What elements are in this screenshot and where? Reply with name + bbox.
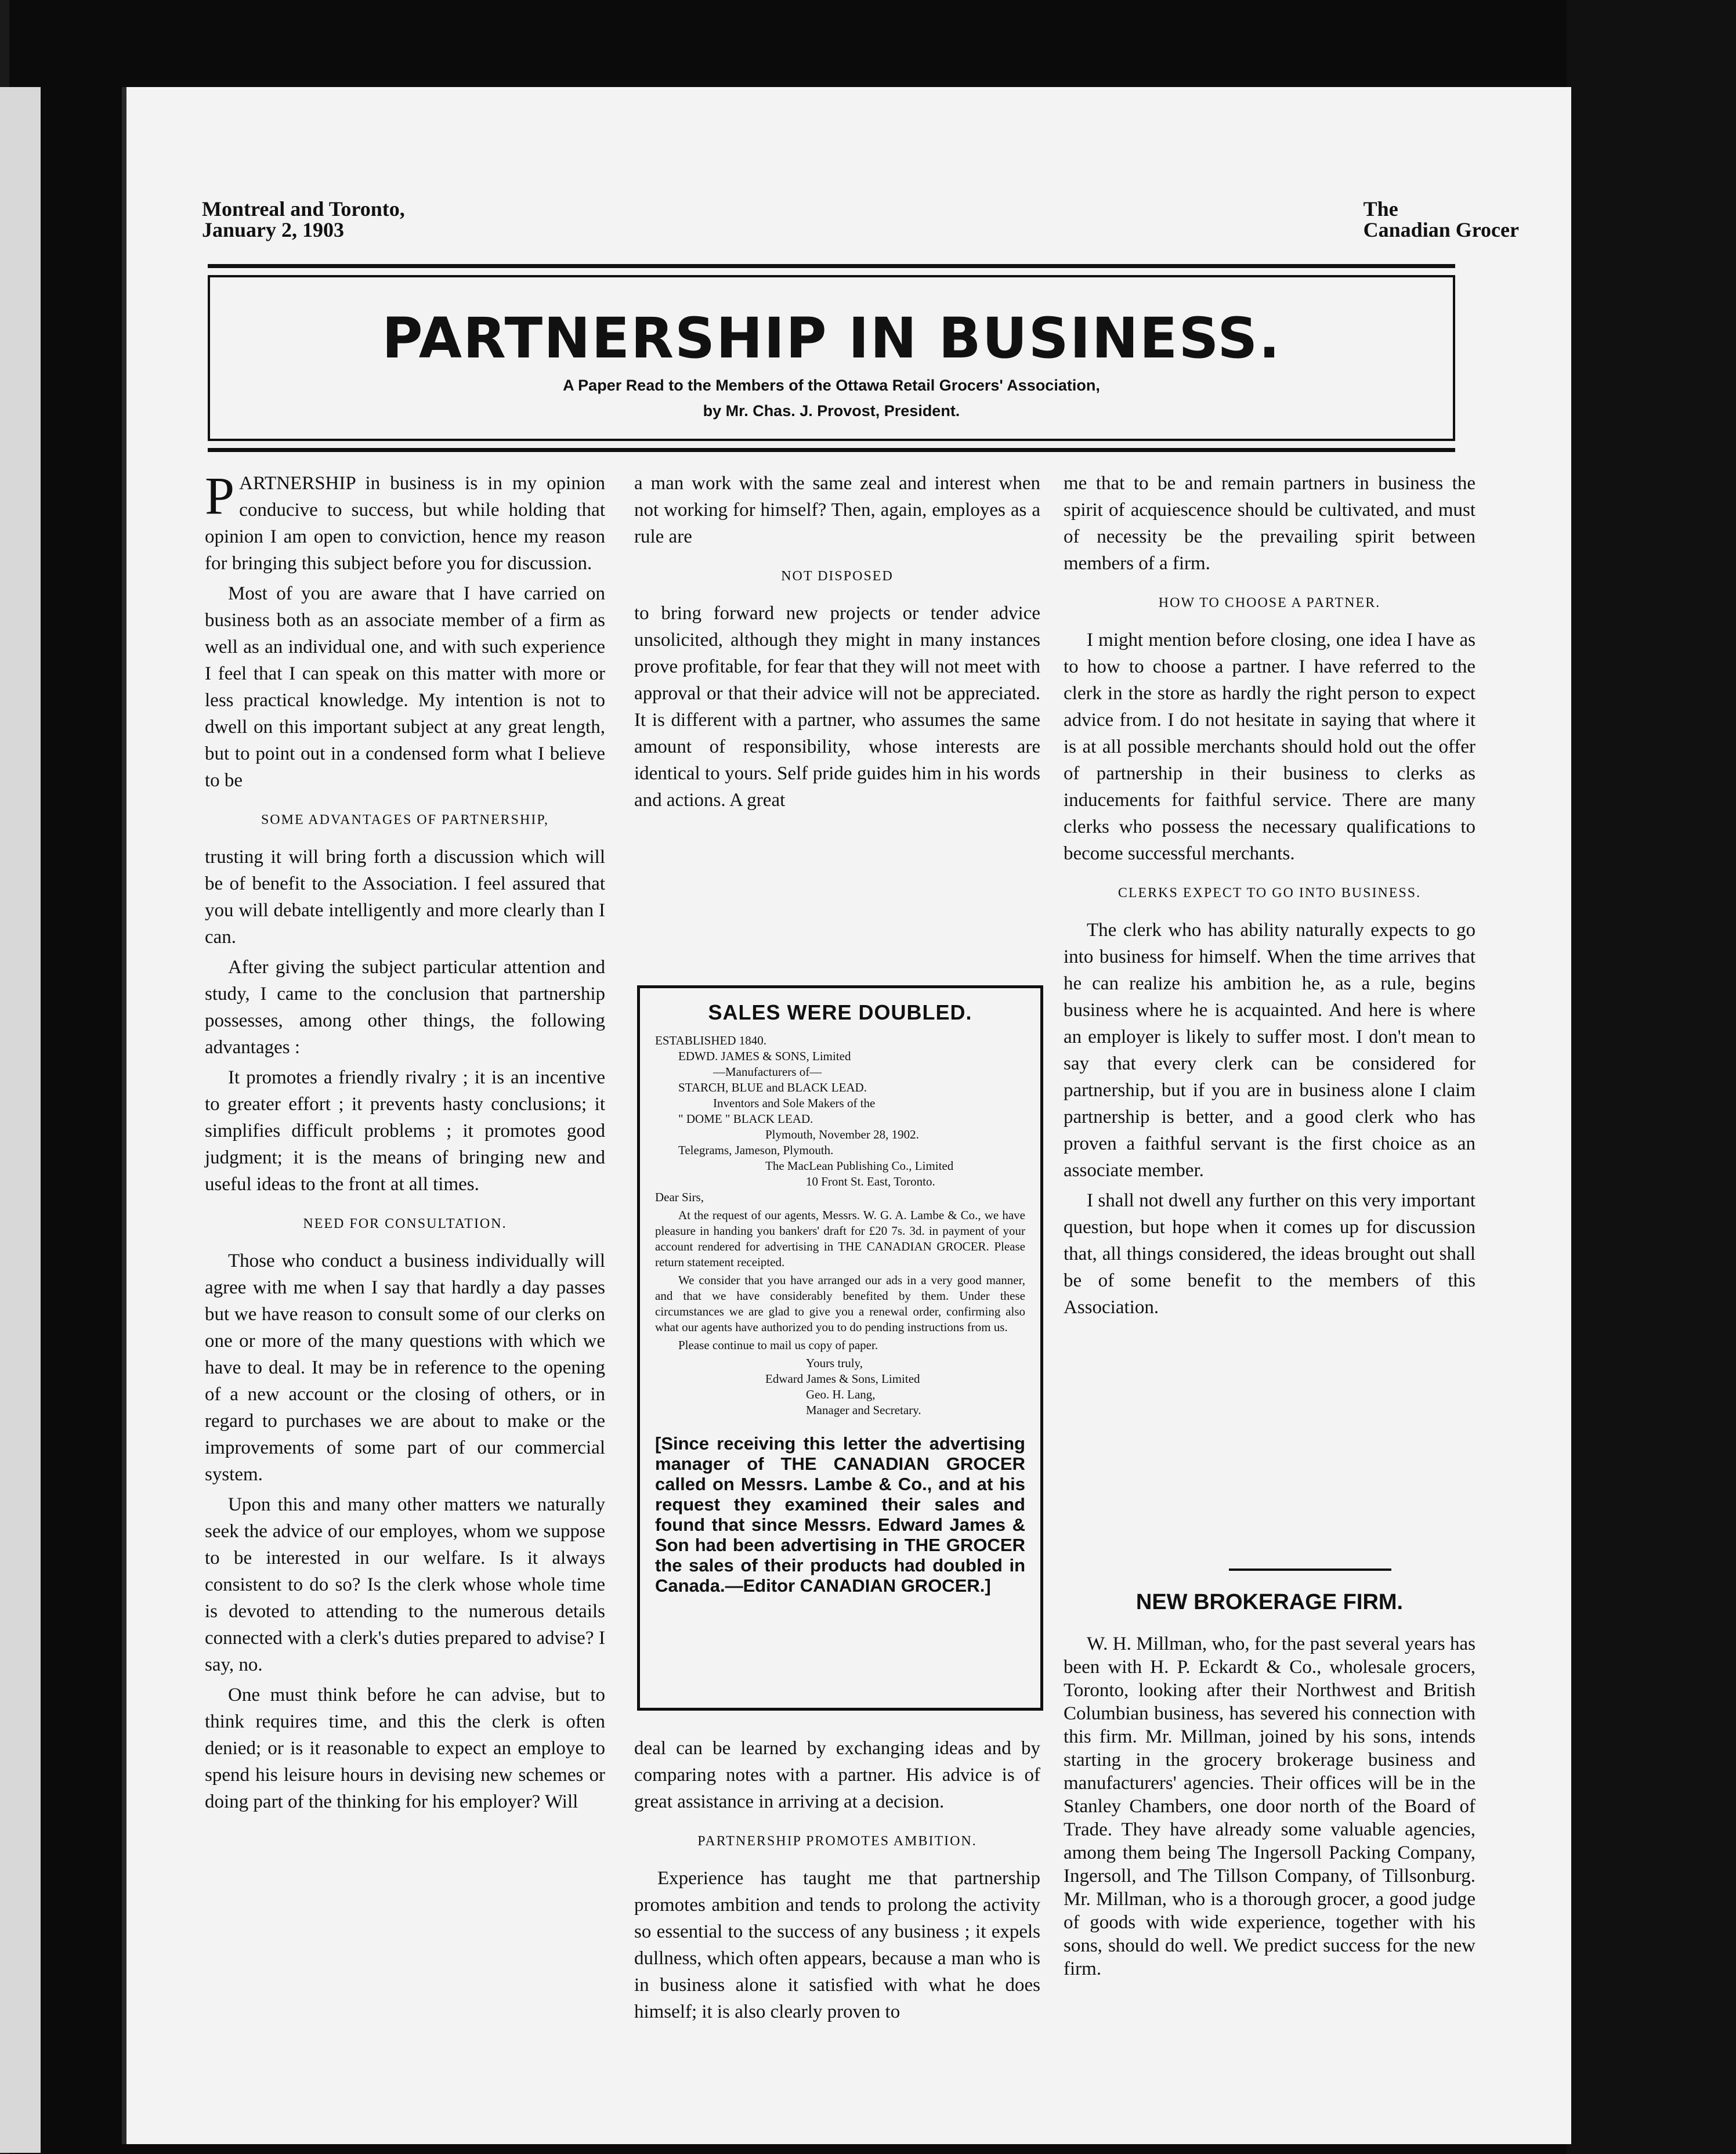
ad-line: ESTABLISHED 1840. <box>655 1033 766 1047</box>
paragraph-3: trusting it will bring forth a discussion which will be of benefit to the Association. I feel assured that you will debate intelligently and more clearly than I can. <box>205 847 605 948</box>
subhead-ambition: PARTNERSHIP PROMOTES AMBITION. <box>697 1834 977 1849</box>
publication-the: The <box>1363 197 1398 221</box>
newspaper-page <box>122 87 1571 2144</box>
col3-paragraph-3: The clerk who has ability naturally expects to go into business for himself. When the time arrives that he can realize his ambition he, as a rule, begins business where he is acquainted. And here is where an employer is likely to suffer most. I don't mean to say that every clerk can be considered for partnership, but if you are in business alone I claim partnership is better, and a good clerk who has proven a faithful servant is the first choice as an associate member. <box>1064 920 1475 1181</box>
brokerage-title: NEW BROKERAGE FIRM. <box>1135 1590 1404 1614</box>
ad-line: —Manufacturers of— <box>713 1065 822 1079</box>
title-box-inner <box>208 275 1455 441</box>
col2-paragraph-3: deal can be learned by exchanging ideas and by comparing notes with a partner. His advice is of great assistance in arriving at a decision. <box>634 1738 1040 1812</box>
subhead-not-disposed: NOT DISPOSED <box>781 569 894 584</box>
col2-paragraph-2: to bring forward new projects or tender advice unsolicited, although they might in many instances prove profitable, for fear that they will not meet with approval or that their advice will not be appreciated. It is different with a partner, who assumes the same amount of responsibility, whose interests are identical to yours. Self pride guides him in his words and actions. A great <box>634 603 1040 811</box>
advertisement-content <box>640 988 1040 1606</box>
ad-line: Inventors and Sole Makers of the <box>713 1096 876 1110</box>
column-1 <box>205 466 605 1819</box>
brokerage-article <box>1064 1590 1475 1980</box>
advertisement-box <box>637 985 1043 1711</box>
ad-title: SALES WERE DOUBLED. <box>708 1000 972 1024</box>
scan-background <box>1567 0 1736 2154</box>
dateline-date: January 2, 1903 <box>202 218 345 241</box>
col3-paragraph-4: I shall not dwell any further on this very important question, but hope when it comes up for discussion that, all things considered, the ideas brought out shall be of some benefit to the members of this Association. <box>1064 1190 1475 1318</box>
masthead-publication <box>1364 198 1519 240</box>
paragraph-2: Most of you are aware that I have carried on business both as an associate member of a firm as well as an individual one, and with such experience I feel that I can speak on this matter with more or less practical knowledge. My intention is not to dwell on this important subject at any great length, but to point out in a condensed form what I believe to be <box>205 583 605 791</box>
article-subtitle-line2: by Mr. Chas. J. Provost, President. <box>703 402 960 420</box>
intro-text: ARTNERSHIP in business is in my opinion conducive to success, but while holding that opinion I am open to conviction, hence my reason for bringing this subject before you for discussion. <box>205 473 605 574</box>
subhead-clerks: CLERKS EXPECT TO GO INTO BUSINESS. <box>1117 886 1422 901</box>
ad-line: The MacLean Publishing Co., Limited <box>765 1159 954 1173</box>
subhead-consultation: NEED FOR CONSULTATION. <box>303 1216 507 1231</box>
column-2-top <box>634 470 1040 817</box>
col3-paragraph-2: I might mention before closing, one idea I have as to how to choose a partner. I have referred to the clerk in the store as hardly the right person to expect advice from. I do not hesitate in saying that where it is at all possible merchants should hold out the offer of partnership in their business to clerks as inducements for faithful service. There are many clerks who possess the necessary qualifications to become successful merchants. <box>1064 630 1475 864</box>
title-box <box>208 264 1455 452</box>
drop-cap: P <box>205 466 235 525</box>
ad-line: Plymouth, November 28, 1902. <box>765 1127 919 1141</box>
ad-line: 10 Front St. East, Toronto. <box>806 1174 935 1188</box>
publication-name: Canadian Grocer <box>1363 218 1519 241</box>
col3-paragraph-1: me that to be and remain partners in business the spirit of acquiescence should be cultivated, and must of necessity be the prevailing spirit between members of a firm. <box>1064 473 1475 574</box>
ad-signature: Manager and Secretary. <box>806 1403 921 1417</box>
ad-paragraph: We consider that you have arranged our ads in a very good manner, and that we have considerably benefited by them. Under these circumstances we are glad to give you a renewal order, confirming also what our agents have authorized you to do pending instructions from us. <box>655 1273 1025 1334</box>
paragraph-5: It promotes a friendly rivalry ; it is an incentive to greater effort ; it prevents hasty conclusions; it simplifies difficult problems ; it promotes good judgment; it is the means of bringing new and useful ideas to the front at all times. <box>205 1067 605 1195</box>
column-3 <box>1064 470 1475 1324</box>
paragraph-4: After giving the subject particular attention and study, I came to the conclusion that partnership possesses, among other things, the following advantages : <box>205 957 605 1058</box>
ad-paragraph: Please continue to mail us copy of paper. <box>678 1338 878 1352</box>
paragraph-6: Those who conduct a business individually will agree with me when I say that hardly a day passes but we have reason to consult some of our clerks on one or more of the many questions with which we have to deal. It may be in reference to the opening of a new account or the closing of others, or in regard to purchases we are about to make or the improvements of some part of our commercial system. <box>205 1251 605 1485</box>
subhead-choose-partner: HOW TO CHOOSE A PARTNER. <box>1158 595 1381 610</box>
article-subtitle-line1: A Paper Read to the Members of the Ottawa Retail Grocers' Association, <box>563 377 1100 394</box>
ad-line: Dear Sirs, <box>655 1190 704 1204</box>
ad-line: STARCH, BLUE and BLACK LEAD. <box>678 1080 867 1094</box>
column-2-bottom <box>634 1735 1040 2029</box>
dateline-place: Montreal and Toronto, <box>202 197 405 221</box>
col2-paragraph-4: Experience has taught me that partnership promotes ambition and tends to prolong the activity so essential to the success of any business ; it expels dullness, which often appears, because a man who is in business alone it satisfied with what he does himself; it is also clearly proven to <box>634 1868 1040 2022</box>
intro-paragraph <box>205 466 605 577</box>
brokerage-body: W. H. Millman, who, for the past several years has been with H. P. Eckardt & Co., wholesale grocers, Toronto, looking after their Northwest and British Columbian business, has severed his connection with this firm. Mr. Millman, joined by his sons, intends starting in the grocery brokerage business and manufacturers' agencies. Their offices will be in the Stanley Chambers, one door north of the Board of Trade. They have already some valuable agencies, among them being The Ingersoll Packing Company, Ingersoll, and The Tillson Company, of Tillsonburg. Mr. Millman, who is a thorough grocer, a good judge of goods with wide experience, together with his sons, should do well. We predict success for the new firm. <box>1064 1633 1475 1979</box>
ad-signature: Edward James & Sons, Limited <box>765 1372 920 1386</box>
ad-signature: Geo. H. Lang, <box>806 1387 876 1401</box>
col2-paragraph-1: a man work with the same zeal and interest when not working for himself? Then, again, employes as a rule are <box>634 473 1040 547</box>
ad-signature: Yours truly, <box>806 1356 863 1370</box>
section-divider <box>1229 1568 1391 1571</box>
masthead-dateline <box>202 198 405 240</box>
paragraph-8: One must think before he can advise, but to think requires time, and this the clerk is often denied; or is it reasonable to expect an employe to spend his leisure hours in devising new schemes or doing part of the thinking for his employer? Will <box>205 1685 605 1812</box>
ad-line: " DOME " BLACK LEAD. <box>678 1112 813 1126</box>
ad-paragraph: At the request of our agents, Messrs. W. G. A. Lambe & Co., we have pleasure in handing you bankers' draft for £20 7s. 3d. in payment of your account rendered for advertising in THE CANADIAN GROCER. Please return statement receipted. <box>655 1208 1025 1269</box>
ad-line: EDWD. JAMES & SONS, Limited <box>678 1049 851 1063</box>
facing-page-edge <box>0 87 41 2153</box>
subhead-advantages: SOME ADVANTAGES OF PARTNERSHIP, <box>261 812 549 827</box>
paragraph-7: Upon this and many other matters we naturally seek the advice of our employes, whom we suppose to be interested in our welfare. Is it always consistent to do so? Is the clerk whose whole time is devoted to attending to the numerous details connected with a clerk's duties prepared to advise? I say, no. <box>205 1494 605 1675</box>
ad-line: Telegrams, Jameson, Plymouth. <box>678 1143 834 1157</box>
editor-note: [Since receiving this letter the advertising manager of THE CANADIAN GROCER called on Messrs. Lambe & Co., and at his request they examined their sales and found that since Messrs. Edward James & Son had been advertising in THE GROCER the sales of their products had doubled in Canada.—Editor CANADIAN GROCER.] <box>655 1433 1025 1596</box>
article-title: PARTNERSHIP IN BUSINESS. <box>382 306 1281 371</box>
